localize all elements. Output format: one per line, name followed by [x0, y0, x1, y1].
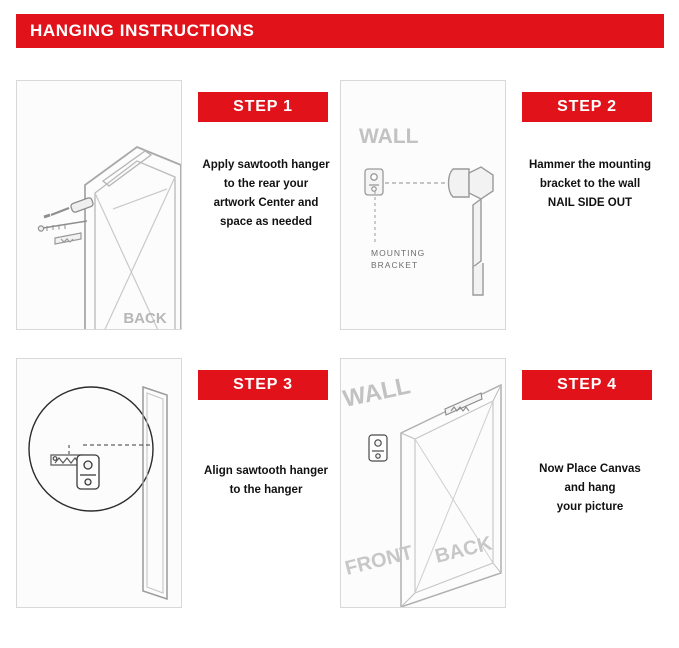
step-4-illustration — [340, 358, 506, 608]
step-2-side — [516, 80, 664, 330]
step-4-side — [516, 358, 664, 608]
illustration-label-bracket: BRACKET — [371, 260, 419, 270]
illustration-label-wall: WALL — [359, 125, 419, 148]
step-3-caption-line-2: to the hanger — [229, 483, 303, 496]
step-1-illustration — [16, 80, 182, 330]
step-3-caption — [192, 462, 340, 500]
step-4-caption-line-1: Now Place Canvas — [539, 463, 641, 475]
step-3-caption-line-1: Align sawtooth hanger — [204, 465, 328, 477]
mounting-bracket-icon — [77, 455, 99, 489]
sawtooth-hanger-icon — [445, 393, 482, 415]
illustration-label-front: FRONT — [342, 541, 416, 580]
step-4-caption — [516, 460, 664, 517]
illustration-label-back: BACK — [432, 532, 495, 568]
step-4-badge: STEP 4 — [522, 370, 652, 400]
step-card-1 — [16, 80, 340, 358]
step-3-badge: STEP 3 — [198, 370, 328, 400]
steps-grid — [16, 80, 664, 636]
sawtooth-hanger-icon — [55, 233, 81, 244]
step-2-caption — [516, 156, 664, 213]
step-2-badge: STEP 2 — [522, 92, 652, 122]
canvas-edge-icon — [143, 387, 167, 599]
page-title-bar — [16, 14, 664, 48]
hammer-icon — [449, 167, 494, 295]
illustration-label-wall: WALL — [341, 372, 413, 413]
step-2-caption-line-1: Hammer the mounting — [528, 159, 652, 171]
illustration-label-mounting: MOUNTING — [371, 248, 426, 258]
step-1-side — [192, 80, 340, 330]
canvas-frame-back-icon — [85, 147, 181, 329]
step-4-caption-line-2: and hang — [564, 481, 616, 494]
step-card-3 — [16, 358, 340, 636]
step-3-side — [192, 358, 340, 608]
step-1-caption-line-1: Apply sawtooth hanger — [202, 159, 330, 171]
step-1-caption — [192, 156, 340, 232]
step-1-caption-line-4: space as needed — [219, 215, 313, 228]
mounting-bracket-icon — [369, 435, 387, 461]
page-title: HANGING INSTRUCTIONS — [30, 21, 255, 40]
step-1-badge: STEP 1 — [198, 92, 328, 122]
mounting-bracket-icon — [365, 169, 383, 195]
screwdriver-icon — [44, 197, 94, 217]
nail-icon — [38, 221, 87, 231]
step-3-illustration — [16, 358, 182, 608]
step-card-4 — [340, 358, 664, 636]
step-1-caption-line-2: to the rear your — [223, 177, 309, 190]
step-2-caption-line-2: bracket to the wall — [539, 177, 641, 190]
step-2-caption-emphasis: NAIL SIDE OUT — [547, 196, 633, 209]
canvas-frame-icon — [401, 385, 501, 607]
step-4-caption-line-3: your picture — [556, 500, 624, 513]
step-2-illustration — [340, 80, 506, 330]
illustration-label-back: BACK — [123, 310, 167, 327]
magnifier-circle-icon — [29, 387, 153, 511]
step-1-caption-line-3: artwork Center and — [213, 196, 319, 209]
step-card-2 — [340, 80, 664, 358]
